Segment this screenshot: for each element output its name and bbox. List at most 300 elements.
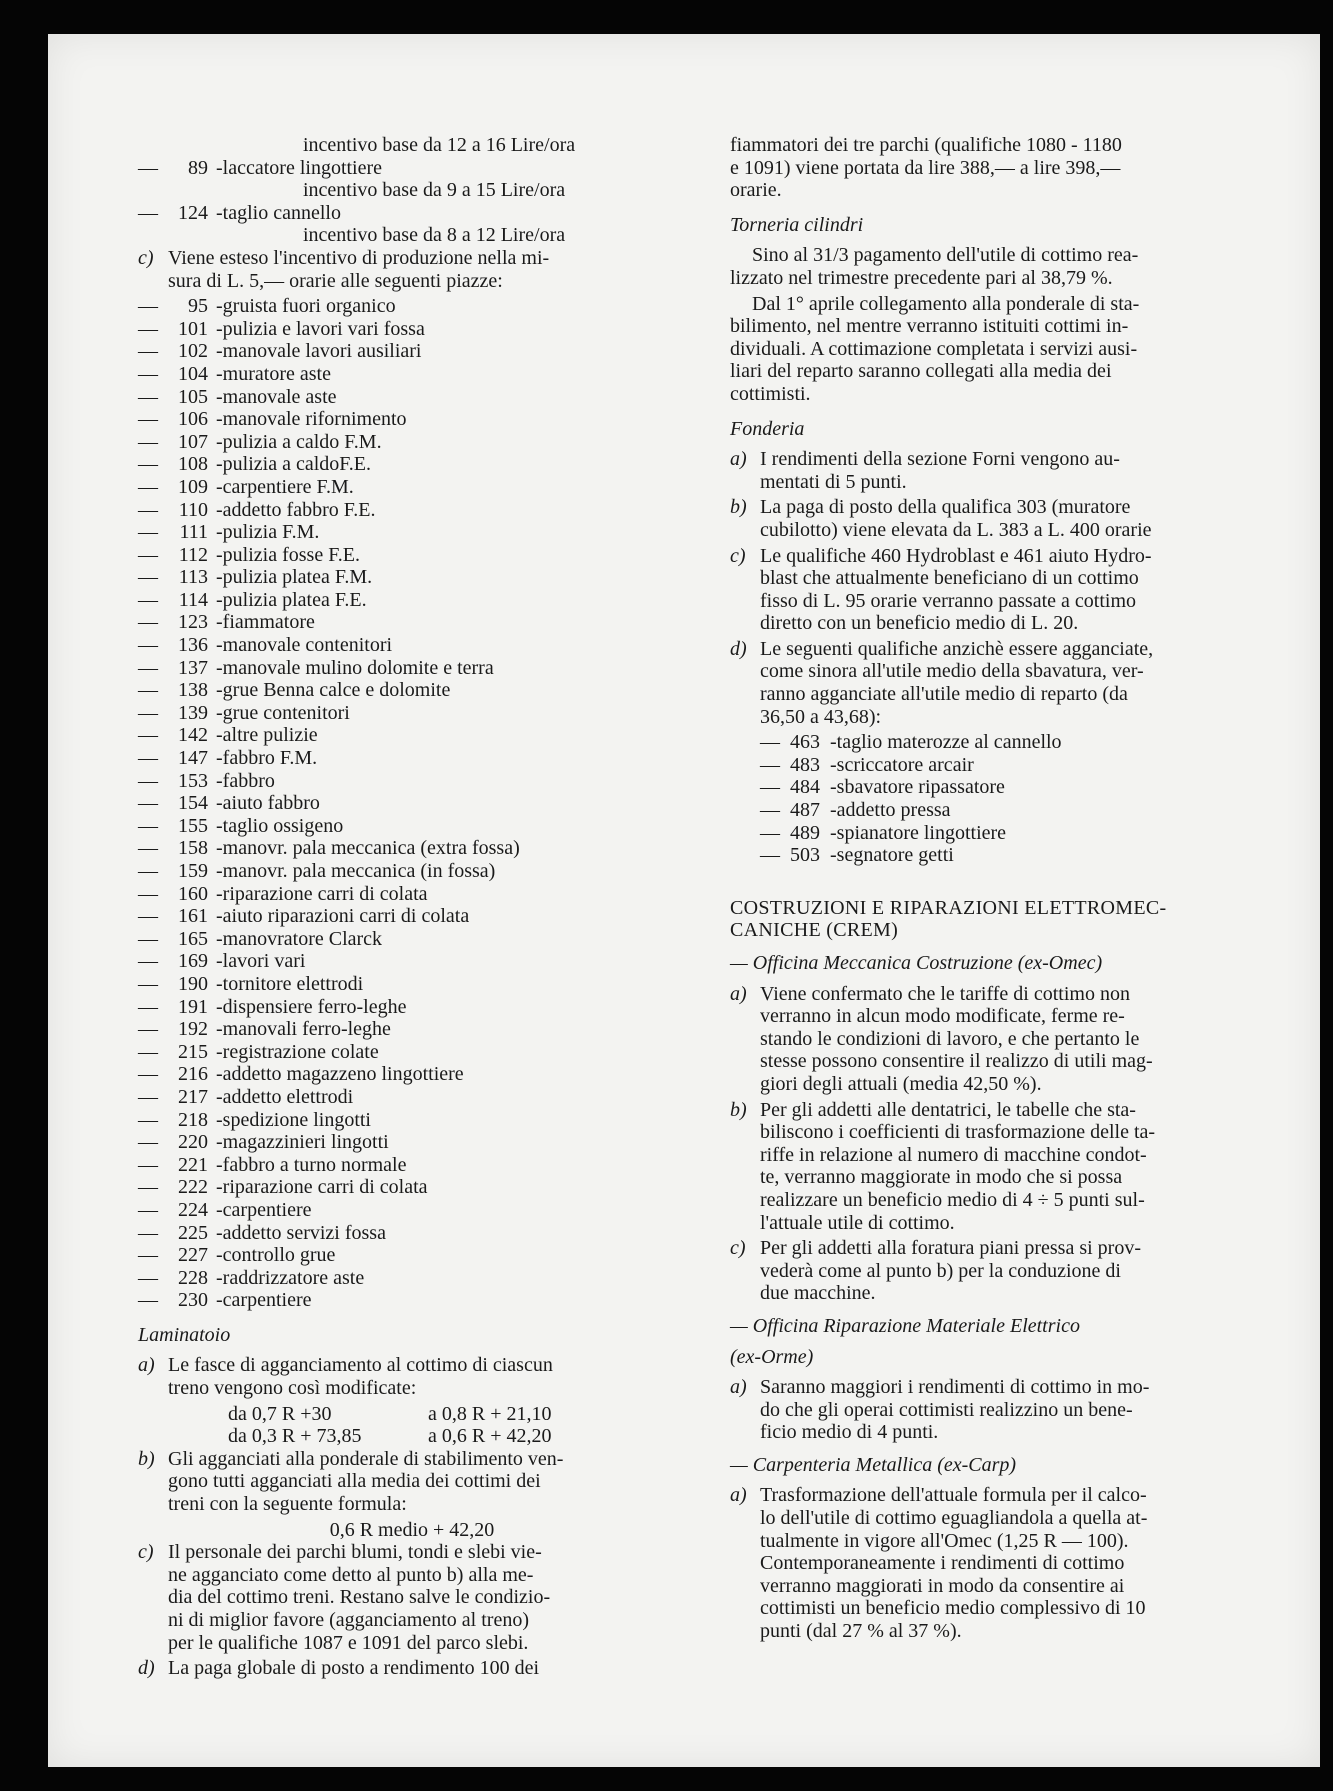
item-letter: c) (138, 246, 154, 269)
separator: - (216, 385, 223, 408)
item-label: laccatore lingottiere (222, 156, 383, 179)
item-label: manovale aste (222, 385, 337, 408)
dash-mark: — (138, 1063, 158, 1086)
dash-mark: — (138, 814, 158, 837)
list-item (138, 295, 686, 318)
top-paragraph (730, 134, 1270, 202)
list-item (138, 815, 686, 838)
dash-mark: — (138, 295, 158, 318)
separator: - (216, 1244, 223, 1267)
item-label: manovr. pala meccanica (in fossa) (222, 860, 496, 882)
item-text (760, 1376, 1270, 1444)
item-letter: b) (730, 496, 747, 519)
item-code: 190 (178, 972, 208, 995)
dash-mark: — (138, 611, 158, 634)
item-label: addetto fabbro F.E. (222, 498, 376, 521)
item-code: 484 (790, 776, 820, 799)
text-line: diretto con un beneficio medio di L. 20. (760, 612, 1079, 635)
item-letter: a) (730, 982, 747, 1005)
laminatoio-item-a (138, 1354, 686, 1399)
dash-mark: — (138, 656, 158, 679)
item-label: manovale contenitori (222, 634, 393, 657)
document-page (48, 34, 1320, 1767)
list-item (138, 747, 686, 770)
item-code: 137 (178, 656, 208, 679)
separator: - (216, 498, 223, 521)
text-line: te, verranno maggiorate in modo che si possa (760, 1166, 1123, 1189)
item-code: 113 (178, 566, 208, 589)
item-text (168, 1354, 686, 1399)
separator: - (216, 905, 223, 928)
item-code: 191 (178, 995, 208, 1018)
text-line: giori degli attuali (media 42,50 %). (760, 1072, 1042, 1095)
list-item (138, 792, 686, 815)
item-code: 101 (178, 317, 208, 340)
item-code: 107 (178, 430, 208, 453)
text-line: stesse possono consentire il realizzo di utili mag- (760, 1050, 1153, 1073)
dash-mark: — (138, 1018, 158, 1041)
left-column (138, 134, 686, 1683)
text-line: lizzato nel trimestre precedente pari al 38,79 %. (730, 266, 1113, 289)
list-item (730, 983, 1270, 1096)
item-label: dispensiere ferro-leghe (222, 995, 407, 1018)
text-line: biliscono i coefficienti di trasformazione delle ta- (760, 1121, 1156, 1144)
item-code: 110 (178, 498, 208, 521)
list-item (138, 860, 686, 883)
item-code: 111 (179, 521, 208, 544)
text-line: punti (dal 27 % al 37 %). (760, 1620, 962, 1643)
list-item (138, 1222, 686, 1245)
dash-mark: — (138, 1108, 158, 1131)
incentive-line: incentivo base da 9 a 15 Lire/ora (303, 179, 566, 202)
dash-mark: — (138, 430, 158, 453)
dash-mark: — (138, 995, 158, 1018)
item-text (168, 1541, 686, 1654)
entries-group-a (138, 157, 686, 247)
item-text (760, 983, 1270, 1096)
separator: - (830, 731, 837, 754)
item-text (760, 1099, 1270, 1235)
text-line: cottimisti. (730, 382, 811, 405)
item-code: 123 (178, 611, 208, 634)
dash-mark: — (138, 634, 158, 657)
text-line: Per gli addetti alle dentatrici, le tabelle che sta- (760, 1098, 1136, 1121)
list-item (138, 1154, 686, 1177)
orme-title: — Officina Riparazione Materiale Elettrico (730, 1314, 1080, 1337)
item-code: 138 (178, 679, 208, 702)
separator: - (216, 201, 223, 224)
incentive-line: incentivo base da 12 a 16 Lire/ora (303, 134, 576, 156)
list-item (138, 544, 686, 567)
separator: - (216, 1176, 223, 1199)
item-code: 215 (178, 1040, 208, 1063)
formula-line (138, 1425, 686, 1448)
separator: - (216, 882, 223, 905)
formula-line (138, 1403, 686, 1426)
text-line: ni di miglior favore (agganciamento al treno) (168, 1609, 529, 1631)
separator: - (216, 860, 223, 882)
list-item (138, 363, 686, 386)
separator: - (830, 799, 837, 822)
item-code: 155 (178, 814, 208, 837)
fonderia-entries (730, 731, 1270, 867)
separator: - (216, 1289, 223, 1312)
item-label: aiuto fabbro (222, 792, 320, 815)
text-line: La paga di posto della qualifica 303 (muratore (760, 496, 1131, 519)
dash-mark: — (138, 972, 158, 995)
dash-mark: — (138, 156, 158, 179)
orme-subtitle: (ex-Orme) (730, 1345, 814, 1368)
separator: - (216, 679, 223, 702)
dash-mark: — (138, 1266, 158, 1289)
text-line: sura di L. 5,— orarie alle seguenti piazze: (168, 269, 503, 292)
dash-mark: — (138, 1289, 158, 1312)
item-code: 169 (178, 950, 208, 973)
item-label: taglio materozze al cannello (836, 731, 1062, 754)
dash-mark: — (760, 799, 780, 822)
item-code: 109 (178, 475, 208, 498)
item-label: manovratore Clarck (222, 927, 383, 950)
text-line: dividuali. A cottimazione completata i servizi ausi- (730, 337, 1138, 360)
list-item (138, 1289, 686, 1312)
dash-mark: — (138, 1221, 158, 1244)
item-code: 463 (790, 731, 820, 754)
separator: - (216, 588, 223, 611)
orme-items (730, 1376, 1270, 1444)
torneria-paragraph-1 (730, 244, 1270, 289)
item-code: 108 (178, 453, 208, 476)
text-line: ne agganciato come detto al punto b) alla me- (168, 1563, 534, 1586)
separator: - (216, 747, 223, 770)
formula-line: 0,6 R medio + 42,20 (329, 1518, 495, 1541)
item-letter: a) (138, 1354, 155, 1377)
list-item (760, 754, 1270, 777)
formula-from: da 0,3 R + 73,85 (228, 1425, 362, 1448)
item-letter: c) (138, 1541, 154, 1564)
dash-mark: — (138, 1153, 158, 1176)
dash-mark: — (760, 821, 780, 844)
item-code: 89 (188, 156, 208, 179)
fonderia-items (730, 448, 1270, 728)
text-line: e 1091) viene portata da lire 388,— a lire 398,— (730, 156, 1121, 179)
text-line: dia del cottimo treni. Restano salve le condizio- (168, 1586, 551, 1609)
item-code: 503 (790, 844, 820, 867)
item-label: manovali ferro-leghe (222, 1018, 391, 1041)
item-label: spianatore lingottiere (836, 821, 1007, 844)
item-code: 114 (178, 588, 208, 611)
heading-line: COSTRUZIONI E RIPARAZIONI ELETTROMEC- (730, 896, 1167, 919)
item-text (760, 1237, 1270, 1305)
separator: - (216, 521, 223, 544)
separator: - (216, 340, 223, 363)
list-item (730, 1376, 1270, 1444)
item-label: riparazione carri di colata (222, 1176, 428, 1199)
text-line: lo dell'utile di cottimo eguagliandola a quella at- (760, 1507, 1148, 1530)
item-code: 136 (178, 634, 208, 657)
item-code: 217 (178, 1085, 208, 1108)
item-label: raddrizzatore aste (222, 1266, 365, 1289)
text-line: 36,50 a 43,68): (760, 705, 882, 728)
list-item (138, 611, 686, 634)
list-item (138, 1063, 686, 1086)
text-line: gono tutti agganciati alla media dei cottimi dei (168, 1470, 541, 1493)
list-item (730, 638, 1270, 728)
text-line: fisso di L. 95 orarie verranno passate a cottimo (760, 589, 1136, 612)
item-label: manovale rifornimento (222, 408, 407, 431)
item-label: fabbro a turno normale (222, 1153, 407, 1176)
dash-mark: — (138, 475, 158, 498)
item-label: fiammatore (222, 611, 315, 634)
item-label: manovale lavori ausiliari (222, 340, 422, 363)
section-title-fonderia: Fonderia (730, 417, 805, 440)
text-line: fiammatori dei tre parchi (qualifiche 1080 - 1180 (730, 134, 1122, 156)
item-label: gruista fuori organico (222, 295, 396, 318)
list-item (138, 157, 686, 180)
item-code: 102 (178, 340, 208, 363)
item-label: muratore aste (222, 362, 331, 385)
dash-mark: — (760, 844, 780, 867)
item-code: 142 (178, 724, 208, 747)
item-label: manovale mulino dolomite e terra (222, 656, 494, 679)
separator: - (216, 295, 223, 318)
separator: - (216, 701, 223, 724)
dash-mark: — (138, 679, 158, 702)
text-line: ficio medio di 4 punti. (760, 1421, 939, 1444)
item-letter: c) (730, 544, 746, 567)
dash-mark: — (138, 1085, 158, 1108)
list-item (138, 905, 686, 928)
item-code: 216 (178, 1063, 208, 1086)
separator: - (216, 1085, 223, 1108)
item-label: pulizia a caldo F.M. (222, 430, 382, 453)
item-label: fabbro (222, 769, 275, 792)
item-label: pulizia e lavori vari fossa (222, 317, 425, 340)
text-line: orarie. (730, 179, 782, 202)
separator: - (216, 724, 223, 747)
list-item (138, 476, 686, 499)
dash-mark: — (138, 588, 158, 611)
item-code: 483 (790, 753, 820, 776)
heading-line: CANICHE (CREM) (730, 919, 899, 942)
list-item (138, 702, 686, 725)
dash-mark: — (138, 498, 158, 521)
list-item (138, 883, 686, 906)
dash-mark: — (760, 753, 780, 776)
list-item (138, 318, 686, 341)
item-text (760, 1484, 1270, 1642)
item-code: 106 (178, 408, 208, 431)
entries-group-b (138, 295, 686, 1312)
omec-title: — Officina Meccanica Costruzione (ex-Omec) (730, 952, 1103, 974)
dash-mark: — (138, 905, 158, 928)
item-label: sbavatore ripassatore (836, 776, 1005, 799)
dash-mark: — (760, 731, 780, 754)
separator: - (216, 1063, 223, 1086)
incentive-line: incentivo base da 8 a 12 Lire/ora (303, 224, 566, 247)
item-label: controllo grue (222, 1244, 336, 1267)
separator: - (216, 156, 223, 179)
text-line: bilimento, nel mentre verranno istituiti cottimi in- (730, 315, 1129, 338)
separator: - (216, 634, 223, 657)
item-code: 112 (178, 543, 208, 566)
list-item (730, 1099, 1270, 1235)
list-item (138, 499, 686, 522)
dash-mark: — (138, 882, 158, 905)
list-item (138, 340, 686, 363)
item-code: 154 (178, 792, 208, 815)
list-item (138, 1199, 686, 1222)
list-item (730, 545, 1270, 635)
item-code: 124 (178, 201, 208, 224)
item-text (168, 1448, 686, 1516)
item-code: 218 (178, 1108, 208, 1131)
list-item (138, 950, 686, 973)
list-item (138, 386, 686, 409)
item-code: 147 (178, 747, 208, 770)
item-letter: b) (730, 1098, 747, 1121)
separator: - (216, 453, 223, 476)
text-line: verranno maggiorati in modo da consentire ai (760, 1574, 1125, 1597)
item-code: 228 (178, 1266, 208, 1289)
list-item (138, 453, 686, 476)
list-item (730, 1484, 1270, 1642)
list-item (760, 844, 1270, 867)
list-item (138, 724, 686, 747)
item-label: aiuto riparazioni carri di colata (222, 905, 470, 928)
item-label: magazzinieri lingotti (222, 1131, 389, 1154)
dash-mark: — (138, 1176, 158, 1199)
item-label: fabbro F.M. (222, 747, 318, 770)
separator: - (216, 769, 223, 792)
dash-mark: — (138, 1131, 158, 1154)
dash-mark: — (138, 724, 158, 747)
separator: - (216, 543, 223, 566)
list-item (138, 770, 686, 793)
item-label: addetto servizi fossa (222, 1221, 386, 1244)
list-item (138, 408, 686, 431)
separator: - (216, 950, 223, 973)
separator: - (216, 792, 223, 815)
item-code: 221 (178, 1153, 208, 1176)
formula-to: a 0,8 R + 21,10 (428, 1402, 552, 1425)
text-line: I rendimenti della sezione Forni vengono au- (760, 448, 1120, 471)
text-line: vederà come al punto b) per la conduzione di (760, 1259, 1121, 1282)
text-line: Saranno maggiori i rendimenti di cottimo in mo- (760, 1376, 1150, 1399)
dash-mark: — (138, 1040, 158, 1063)
laminatoio-item-b (138, 1448, 686, 1516)
separator: - (216, 972, 223, 995)
item-letter: d) (730, 637, 747, 660)
section-title-torneria: Torneria cilindri (730, 213, 864, 236)
item-letter: a) (730, 1376, 747, 1399)
item-label: pulizia platea F.M. (222, 566, 373, 589)
text-line: Dal 1° aprile collegamento alla ponderale di sta- (752, 292, 1140, 315)
separator: - (216, 408, 223, 431)
list-item (760, 799, 1270, 822)
carp-title: — Carpenteria Metallica (ex-Carp) (730, 1453, 1017, 1476)
text-line: per le qualifiche 1087 e 1091 del parco slebi. (168, 1631, 529, 1654)
text-line: La paga globale di posto a rendimento 100 dei (168, 1657, 540, 1680)
list-item (138, 837, 686, 860)
separator: - (216, 430, 223, 453)
list-item (138, 1267, 686, 1290)
item-code: 105 (178, 385, 208, 408)
text-line: riffe in relazione al numero di macchine condot- (760, 1143, 1147, 1166)
item-text (760, 545, 1270, 635)
text-line: Gli agganciati alla ponderale di stabilimento ven- (168, 1447, 564, 1470)
list-item (138, 1176, 686, 1199)
text-line: liari del reparto saranno collegati alla media dei (730, 360, 1112, 383)
formula-to: a 0,6 R + 42,20 (428, 1425, 552, 1448)
dash-mark: — (138, 927, 158, 950)
list-item (138, 996, 686, 1019)
item-label: pulizia fosse F.E. (222, 543, 360, 566)
item-letter: c) (730, 1237, 746, 1260)
item-label: grue contenitori (222, 701, 350, 724)
list-item (138, 202, 686, 225)
list-item (760, 822, 1270, 845)
text-line: treni con la seguente formula: (168, 1493, 407, 1516)
item-label: addetto magazzeno lingottiere (222, 1063, 464, 1086)
item-code: 230 (178, 1289, 208, 1312)
laminatoio-item-c (138, 1541, 686, 1654)
list-item (138, 1086, 686, 1109)
separator: - (830, 776, 837, 799)
separator: - (216, 837, 223, 860)
item-label: tornitore elettrodi (222, 972, 364, 995)
separator: - (216, 566, 223, 589)
text-line: Sino al 31/3 pagamento dell'utile di cottimo rea- (752, 244, 1139, 267)
text-line: realizzare un beneficio medio di 4 ÷ 5 punti sul- (760, 1188, 1145, 1211)
item-code: 165 (178, 927, 208, 950)
item-label: carpentiere F.M. (222, 475, 354, 498)
item-code: 159 (178, 860, 208, 882)
list-item (730, 448, 1270, 493)
item-label: lavori vari (222, 950, 306, 973)
right-column (730, 134, 1270, 1646)
dash-mark: — (138, 521, 158, 544)
item-code: 222 (178, 1176, 208, 1199)
separator: - (216, 1266, 223, 1289)
text-line: due macchine. (760, 1282, 876, 1305)
item-label: registrazione colate (222, 1040, 379, 1063)
item-label: addetto elettrodi (222, 1085, 354, 1108)
item-code: 487 (790, 799, 820, 822)
text-line: Contemporaneamente i rendimenti di cottimo (760, 1552, 1125, 1575)
separator: - (216, 1018, 223, 1041)
item-label: grue Benna calce e dolomite (222, 679, 451, 702)
list-item (138, 973, 686, 996)
item-text (168, 1657, 686, 1680)
dash-mark: — (138, 701, 158, 724)
list-item (138, 1244, 686, 1267)
dash-mark: — (138, 385, 158, 408)
list-item (138, 566, 686, 589)
item-label: carpentiere (222, 1198, 312, 1221)
text-line: ranno agganciate all'utile medio di reparto (da (760, 683, 1128, 706)
item-code: 227 (178, 1244, 208, 1267)
text-line: cubilotto) viene elevata da L. 383 a L. 400 orarie (760, 518, 1152, 541)
separator: - (216, 1108, 223, 1131)
dash-mark: — (138, 566, 158, 589)
carp-items (730, 1484, 1270, 1642)
text-line: Trasformazione dell'attuale formula per il calco- (760, 1484, 1147, 1507)
text-line: do che gli operai cottimisti realizzino un bene- (760, 1398, 1133, 1421)
separator: - (216, 1131, 223, 1154)
text-line: mentati di 5 punti. (760, 470, 907, 493)
dash-mark: — (138, 317, 158, 340)
separator: - (830, 821, 837, 844)
